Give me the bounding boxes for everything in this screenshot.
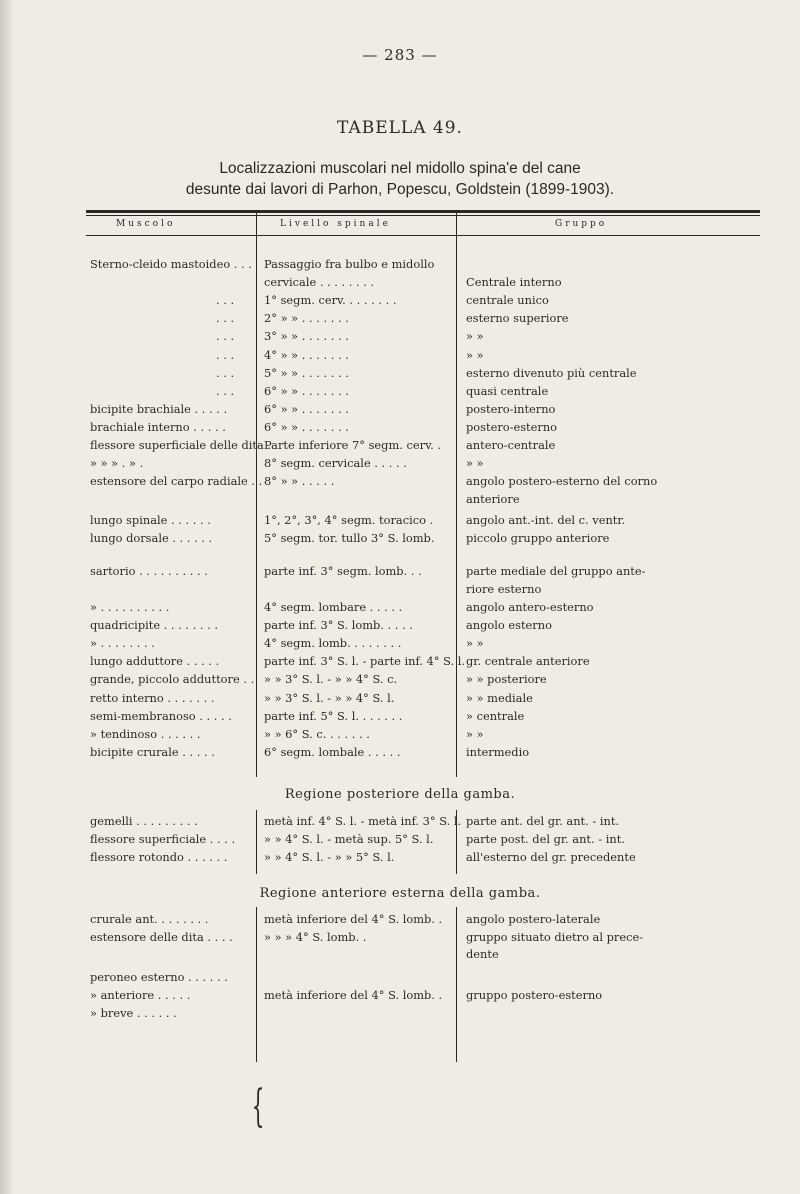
muscle-cell: flessore superficiale delle dita . xyxy=(90,438,271,452)
level-cell: 6° » » . . . . . . . xyxy=(264,402,349,416)
level-cell: 3° » » . . . . . . . xyxy=(264,329,349,343)
level-cell: » » 4° S. l. - » » 5° S. l. xyxy=(264,850,395,864)
muscle-cell: estensore delle dita . . . . xyxy=(90,930,233,944)
level-cell: metà inferiore del 4° S. lomb. . xyxy=(264,988,443,1002)
level-cell: metà inf. 4° S. l. - metà inf. 3° S. l. xyxy=(264,814,462,828)
group-cell: gruppo situato dietro al prece- xyxy=(466,930,644,944)
group-cell: parte post. del gr. ant. - int. xyxy=(466,832,625,846)
level-cell: 4° » » . . . . . . . xyxy=(264,348,349,362)
column-divider-2-anterior xyxy=(456,907,457,1062)
scan-edge xyxy=(0,0,14,1194)
group-cell: » » xyxy=(466,348,484,362)
muscle-cell: estensore del carpo radiale . . xyxy=(90,474,263,488)
muscle-cell: flessore rotondo . . . . . . xyxy=(90,850,228,864)
section-heading-anterior: Regione anteriore esterna della gamba. xyxy=(259,886,541,901)
level-cell: parte inf. 3° segm. lomb. . . xyxy=(264,564,422,578)
level-cell: 5° segm. tor. tullo 3° S. lomb. xyxy=(264,531,435,545)
level-cell: Passaggio fra bulbo e midollo xyxy=(264,257,435,271)
level-cell: » » 4° S. l. - metà sup. 5° S. l. xyxy=(264,832,434,846)
muscle-cell: » anteriore . . . . . xyxy=(90,988,191,1002)
group-cell: all'esterno del gr. precedente xyxy=(466,850,636,864)
muscle-cell: sartorio . . . . . . . . . . xyxy=(90,564,208,578)
level-cell: 5° » » . . . . . . . xyxy=(264,366,349,380)
level-cell: parte inf. 3° S. lomb. . . . . xyxy=(264,618,413,632)
table-subtitle-line1: Localizzazioni muscolari nel midollo spina'e del cane xyxy=(219,160,581,177)
group-cell: » » xyxy=(466,727,484,741)
group-cell: intermedio xyxy=(466,745,530,759)
brace-peroneo: { xyxy=(251,1081,265,1132)
group-cell: quasi centrale xyxy=(466,384,549,398)
muscle-cell: . . . xyxy=(216,311,235,325)
muscle-cell: . . . xyxy=(216,348,235,362)
column-header-group: Gruppo xyxy=(555,219,608,229)
group-cell: » centrale xyxy=(466,709,525,723)
group-cell: angolo postero-laterale xyxy=(466,912,601,926)
group-cell: » » posteriore xyxy=(466,672,547,686)
level-cell: » » 3° S. l. - » » 4° S. c. xyxy=(264,672,398,686)
group-cell: parte mediale del gruppo ante- xyxy=(466,564,646,578)
group-cell: esterno divenuto più centrale xyxy=(466,366,637,380)
muscle-cell: lungo dorsale . . . . . . xyxy=(90,531,213,545)
group-cell: antero-centrale xyxy=(466,438,556,452)
level-cell: parte inf. 5° S. l. . . . . . . xyxy=(264,709,403,723)
column-header-level: Livello spinale xyxy=(280,219,391,229)
group-cell: angolo esterno xyxy=(466,618,552,632)
group-cell: angolo ant.-int. del c. ventr. xyxy=(466,513,626,527)
group-cell: esterno superiore xyxy=(466,311,569,325)
level-cell: 8° » » . . . . . xyxy=(264,474,335,488)
column-divider-1-posterior xyxy=(256,810,257,874)
level-cell: 6° segm. lombale . . . . . xyxy=(264,745,401,759)
muscle-cell: lungo adduttore . . . . . xyxy=(90,654,220,668)
group-cell: postero-interno xyxy=(466,402,556,416)
group-cell: dente xyxy=(466,947,499,961)
muscle-cell: » breve . . . . . . xyxy=(90,1006,177,1020)
group-cell: angolo postero-esterno del corno xyxy=(466,474,658,488)
muscle-cell: » . . . . . . . . xyxy=(90,636,155,650)
column-divider-1 xyxy=(256,213,257,777)
level-cell: » » 6° S. c. . . . . . . xyxy=(264,727,370,741)
level-cell: 1° segm. cerv. . . . . . . . xyxy=(264,293,397,307)
muscle-cell: . . . xyxy=(216,329,235,343)
muscle-cell: » tendinoso . . . . . . xyxy=(90,727,201,741)
muscle-cell: brachiale interno . . . . . xyxy=(90,420,226,434)
header-rule-thick xyxy=(86,210,760,213)
muscle-cell: » . . . . . . . . . . xyxy=(90,600,170,614)
level-cell: cervicale . . . . . . . . xyxy=(264,275,375,289)
level-cell: » » » 4° S. lomb. . xyxy=(264,930,367,944)
muscle-cell: bicipite brachiale . . . . . xyxy=(90,402,228,416)
muscle-cell: Sterno-cleido mastoideo . . . xyxy=(90,257,252,271)
group-cell: postero-esterno xyxy=(466,420,558,434)
group-cell: Centrale interno xyxy=(466,275,562,289)
muscle-cell: gemelli . . . . . . . . . xyxy=(90,814,198,828)
section-heading-posterior: Regione posteriore della gamba. xyxy=(284,787,516,802)
level-cell: » » 3° S. l. - » » 4° S. l. xyxy=(264,691,395,705)
column-divider-2 xyxy=(456,213,457,777)
page-number: — 283 — xyxy=(362,46,438,64)
level-cell: 4° segm. lombare . . . . . xyxy=(264,600,403,614)
muscle-cell: flessore superficiale . . . . xyxy=(90,832,236,846)
level-cell: 1°, 2°, 3°, 4° segm. toracico . xyxy=(264,513,434,527)
group-cell: » » xyxy=(466,636,484,650)
group-cell: gruppo postero-esterno xyxy=(466,988,603,1002)
muscle-cell: . . . xyxy=(216,384,235,398)
muscle-cell: retto interno . . . . . . . xyxy=(90,691,215,705)
group-cell: » » xyxy=(466,329,484,343)
column-divider-1-anterior xyxy=(256,907,257,1062)
level-cell: 4° segm. lomb. . . . . . . . xyxy=(264,636,402,650)
group-cell: » » xyxy=(466,456,484,470)
level-cell: metà inferiore del 4° S. lomb. . xyxy=(264,912,443,926)
muscle-cell: bicipite crurale . . . . . xyxy=(90,745,215,759)
column-header-muscle: Muscolo xyxy=(116,219,176,229)
table-subtitle-line2: desunte dai lavori di Parhon, Popescu, Goldstein (1899-1903). xyxy=(185,181,615,198)
level-cell: 6° » » . . . . . . . xyxy=(264,420,349,434)
level-cell: 6° » » . . . . . . . xyxy=(264,384,349,398)
muscle-cell: » » » . » . xyxy=(90,456,144,470)
group-cell: angolo antero-esterno xyxy=(466,600,594,614)
muscle-cell: semi-membranoso . . . . . xyxy=(90,709,232,723)
group-cell: gr. centrale anteriore xyxy=(466,654,590,668)
muscle-cell: peroneo esterno . . . . . . xyxy=(90,970,228,984)
group-cell: piccolo gruppo anteriore xyxy=(466,531,610,545)
group-cell: » » mediale xyxy=(466,691,533,705)
header-rule-bottom xyxy=(86,235,760,236)
muscle-cell: . . . xyxy=(216,366,235,380)
muscle-cell: . . . xyxy=(216,293,235,307)
group-cell: centrale unico xyxy=(466,293,549,307)
group-cell: anteriore xyxy=(466,492,520,506)
muscle-cell: quadricipite . . . . . . . . xyxy=(90,618,219,632)
level-cell: parte inf. 3° S. l. - parte inf. 4° S. l. xyxy=(264,654,466,668)
level-cell: 8° segm. cervicale . . . . . xyxy=(264,456,407,470)
header-rule-thin xyxy=(86,215,760,216)
group-cell: parte ant. del gr. ant. - int. xyxy=(466,814,620,828)
muscle-cell: grande, piccolo adduttore . . xyxy=(90,672,255,686)
muscle-cell: crurale ant. . . . . . . . xyxy=(90,912,209,926)
level-cell: 2° » » . . . . . . . xyxy=(264,311,349,325)
level-cell: Parte inferiore 7° segm. cerv. . xyxy=(264,438,442,452)
muscle-cell: lungo spinale . . . . . . xyxy=(90,513,211,527)
table-title: TABELLA 49. xyxy=(337,118,463,138)
group-cell: riore esterno xyxy=(466,582,542,596)
